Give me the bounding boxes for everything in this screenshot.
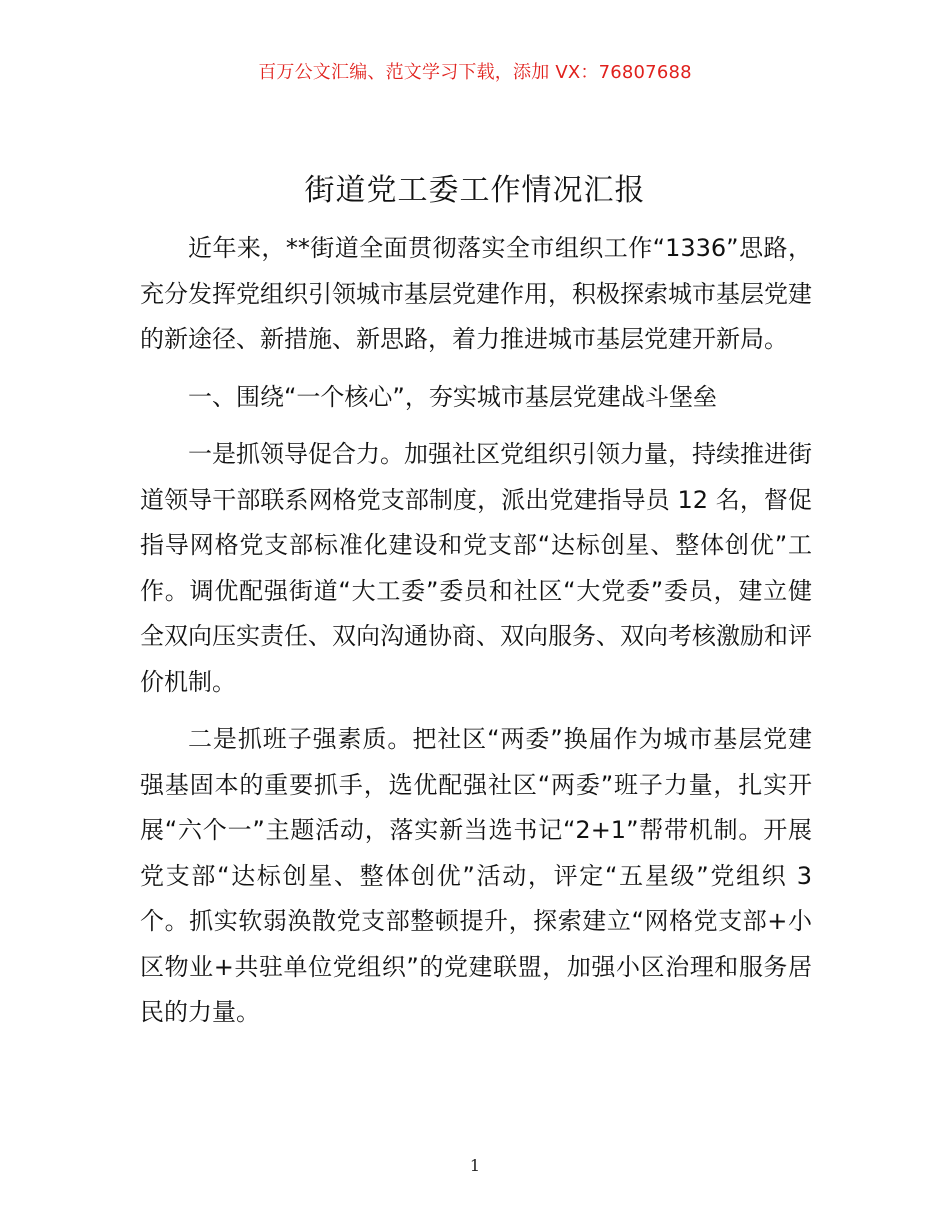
document-title: 街道党工委工作情况汇报 [304,173,646,208]
page-number: 1 [469,1156,481,1175]
paragraph-team-building: 二是抓班子强素质。把社区“两委”换届作为城市基层党建强基固本的重要抓手，选优配强社区“两委”班子力量，扎实开展“六个一”主题活动，落实新当选书记“2+1”帮带机制。开展党支部“达标创星、整体创优”活动，评定“五星级”党组织 3 个。抓实软弱涣散党支部整顿提升，探索建立“网格党支部+小区物业+共驻单位党组织”的党建联盟，加强小区治理和服务居民的力量。 [140,725,812,1026]
paragraph-leadership: 一是抓领导促合力。加强社区党组织引领力量，持续推进街道领导干部联系网格党支部制度，派出党建指导员 12 名，督促指导网格党支部标准化建设和党支部“达标创星、整体创优”工作。调优配强街道“大工委”委员和社区“大党委”委员，建立健全双向压实责任、双向沟通协商、双向服务、双向考核激励和评价机制。 [140,440,812,696]
document-body [140,226,812,1036]
paragraph-intro: 近年来，**街道全面贯彻落实全市组织工作“1336”思路，充分发挥党组织引领城市基层党建作用，积极探索城市基层党建的新途径、新措施、新思路，着力推进城市基层党建开新局。 [140,234,812,353]
watermark-header: 百万公文汇编、范文学习下载，添加 VX：76807688 [258,62,692,83]
section-heading-1: 一、围绕“一个核心”，夯实城市基层党建战斗堡垒 [188,382,717,411]
